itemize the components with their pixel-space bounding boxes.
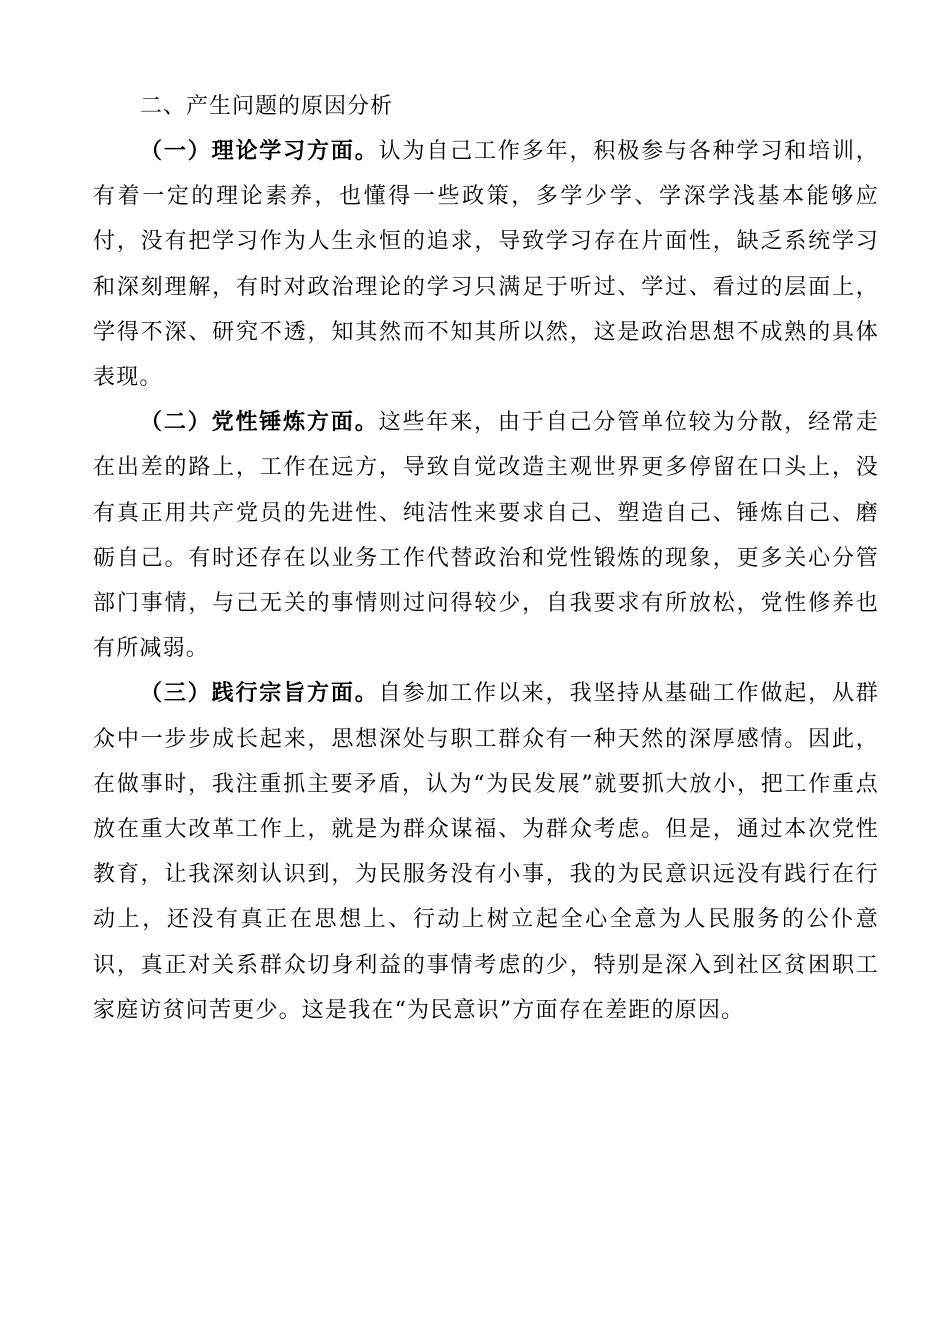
paragraph-purpose-practice bbox=[93, 671, 879, 1033]
document-page bbox=[93, 84, 879, 1033]
paragraph-body: 认为自己工作多年，积极参与各种学习和培训，有着一定的理论素养，也懂得一些政策，多学少学、学深学浅基本能够应付，没有把学习作为人生永恒的追求，导致学习存在片面性，缺乏系统学习和深刻理解，有时对政治理论的学习只满足于听过、学过、看过的层面上，学得不深、研究不透，知其然而不知其所以然，这是政治思想不成熟的具体表现。 bbox=[93, 139, 879, 391]
paragraph-lead: （二）党性锤炼方面。 bbox=[140, 410, 379, 436]
paragraph-lead: （三）践行宗旨方面。 bbox=[140, 681, 379, 707]
paragraph-body: 自参加工作以来，我坚持从基础工作做起，从群众中一步步成长起来，思想深处与职工群众有一种天然的深厚感情。因此，在做事时，我注重抓主要矛盾，认为“为民发展”就要抓大放小，把工作重点放在重大改革工作上，就是为群众谋福、为群众考虑。但是，通过本次党性教育，让我深刻认识到，为民服务没有小事，我的为民意识远没有践行在行动上，还没有真正在思想上、行动上树立起全心全意为人民服务的公仆意识，真正对关系群众切身利益的事情考虑的少，特别是深入到社区贫困职工家庭访贫问苦更少。这是我在“为民意识”方面存在差距的原因。 bbox=[93, 681, 879, 1023]
section-heading: 二、产生问题的原因分析 bbox=[140, 94, 394, 119]
paragraph-lead: （一）理论学习方面。 bbox=[140, 139, 379, 164]
paragraph-body: 这些年来，由于自己分管单位较为分散，经常走在出差的路上，工作在远方，导致自觉改造主观世界更多停留在口头上，没有真正用共产党员的先进性、纯洁性来要求自己、塑造自己、锤炼自己、磨砺自己。有时还存在以业务工作代替政治和党性锻炼的现象，更多关心分管部门事情，与己无关的事情则过问得较少，自我要求有所放松，党性修养也有所减弱。 bbox=[93, 410, 879, 662]
paragraph-party-spirit bbox=[93, 400, 879, 671]
paragraph-theory-study bbox=[93, 129, 879, 400]
